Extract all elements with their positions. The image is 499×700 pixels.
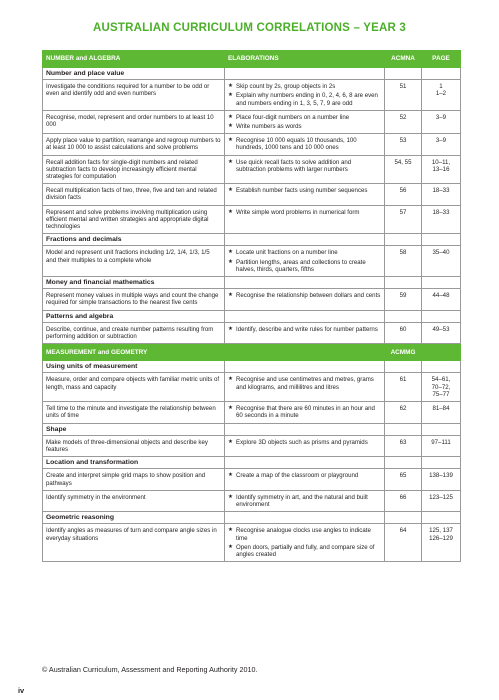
page-reference: 70–72,	[431, 383, 451, 391]
strand-heading: Money and financial mathematics	[43, 277, 225, 289]
table-row	[43, 80, 461, 111]
elaboration-item	[228, 137, 381, 151]
star-bullet-icon: ★	[228, 249, 233, 256]
page-references	[422, 322, 461, 343]
strand-heading: Using units of measurement	[43, 361, 225, 373]
elaboration-item	[228, 405, 381, 419]
elaboration-item	[228, 439, 381, 446]
section-title: MEASUREMENT and GEOMETRY	[43, 344, 225, 361]
table-row	[43, 110, 461, 133]
page-references	[422, 490, 461, 511]
page-reference: 81–84	[432, 405, 450, 413]
page-header: PAGE	[422, 51, 461, 68]
star-bullet-icon: ★	[228, 258, 233, 265]
table-row	[43, 435, 461, 456]
elaborations-cell	[225, 110, 385, 133]
elaboration-item	[228, 544, 381, 558]
strand-heading: Shape	[43, 423, 225, 435]
elaboration-text: Open doors, partially and fully, and compare size of angles created	[236, 543, 375, 558]
strand-heading: Fractions and decimals	[43, 234, 225, 246]
table-row	[43, 524, 461, 562]
elaboration-text: Partition lengths, areas and collections to create halves, thirds, quarters, fifths	[236, 258, 366, 273]
content-description: Tell time to the minute and investigate the relationship between units of time	[43, 402, 225, 423]
empty-cell	[385, 310, 422, 322]
star-bullet-icon: ★	[228, 208, 233, 215]
table-row	[43, 205, 461, 234]
elaboration-item	[228, 123, 381, 130]
page-reference: 54–61,	[431, 376, 451, 384]
elaborations-cell	[225, 435, 385, 456]
empty-cell	[422, 423, 461, 435]
star-bullet-icon: ★	[228, 92, 233, 99]
table-row	[43, 373, 461, 402]
page-references	[422, 373, 461, 402]
table-row	[43, 469, 461, 490]
elaboration-text: Use quick recall facts to solve addition and subtraction problems with larger numbers	[236, 158, 352, 173]
elaborations-cell	[225, 469, 385, 490]
strand-heading-row	[43, 361, 461, 373]
curriculum-code: 63	[385, 435, 422, 456]
table-row	[43, 246, 461, 277]
star-bullet-icon: ★	[228, 325, 233, 332]
code-header: ACMMG	[385, 344, 422, 361]
elaboration-item	[228, 83, 381, 90]
elaboration-text: Recognise analogue clocks use angles to indicate time	[236, 527, 371, 542]
elaboration-item	[228, 159, 381, 173]
star-bullet-icon: ★	[228, 187, 233, 194]
star-bullet-icon: ★	[228, 472, 233, 479]
page-header	[422, 344, 461, 361]
elaboration-item	[228, 249, 381, 256]
section-title: NUMBER and ALGEBRA	[43, 51, 225, 68]
elaborations-cell	[225, 524, 385, 562]
star-bullet-icon: ★	[228, 376, 233, 383]
page-reference: 125, 137	[429, 527, 453, 535]
content-description: Recall addition facts for single-digit numbers and related subtraction facts to develop increasingly efficient mental strategies for computation	[43, 155, 225, 184]
elaboration-text: Write simple word problems in numerical form	[236, 208, 360, 216]
curriculum-code: 62	[385, 402, 422, 423]
elaborations-cell	[225, 322, 385, 343]
strand-heading-row	[43, 68, 461, 80]
page-reference: 44–48	[432, 292, 450, 300]
page-reference: 3–9	[435, 137, 447, 145]
strand-heading: Number and place value	[43, 68, 225, 80]
elaboration-text: Recognise the relationship between dollars and cents	[236, 292, 381, 300]
code-header: ACMNA	[385, 51, 422, 68]
content-description: Identify symmetry in the environment	[43, 490, 225, 511]
empty-cell	[422, 512, 461, 524]
strand-heading-row	[43, 457, 461, 469]
elaboration-text: Explore 3D objects such as prisms and pyramids	[236, 438, 368, 446]
empty-cell	[422, 277, 461, 289]
page-reference: 3–9	[435, 113, 447, 121]
curriculum-code: 58	[385, 246, 422, 277]
elaboration-text: Place four-digit numbers on a number line	[236, 113, 350, 121]
star-bullet-icon: ★	[228, 438, 233, 445]
strand-heading-row	[43, 310, 461, 322]
table-row	[43, 402, 461, 423]
table-row	[43, 155, 461, 184]
page-references	[422, 134, 461, 155]
page-reference: 1–2	[435, 90, 447, 98]
page-references	[422, 435, 461, 456]
empty-cell	[225, 234, 385, 246]
elaboration-item	[228, 209, 381, 216]
elaboration-text: Write numbers as words	[236, 123, 302, 131]
empty-cell	[225, 277, 385, 289]
star-bullet-icon: ★	[228, 113, 233, 120]
elaboration-text: Recognise that there are 60 minutes in an hour and 60 seconds in a minute	[236, 405, 375, 420]
page-reference: 35–40	[432, 249, 450, 257]
elaborations-cell	[225, 155, 385, 184]
curriculum-code: 57	[385, 205, 422, 234]
page-references	[422, 80, 461, 111]
empty-cell	[422, 457, 461, 469]
curriculum-code: 60	[385, 322, 422, 343]
elaboration-item	[228, 259, 381, 273]
star-bullet-icon: ★	[228, 493, 233, 500]
elaboration-item	[228, 187, 381, 194]
empty-cell	[422, 234, 461, 246]
page-reference: 126–129	[429, 534, 453, 542]
elaboration-text: Explain why numbers ending in 0, 2, 4, 6, 8 are even and numbers ending in 1, 3, 5, 7, 9 are odd	[236, 92, 378, 107]
table-row	[43, 289, 461, 310]
page-reference: 123–125	[429, 493, 453, 501]
content-description: Create and interpret simple grid maps to show position and pathways	[43, 469, 225, 490]
strand-heading: Location and transformation	[43, 457, 225, 469]
content-description: Apply place value to partition, rearrange and regroup numbers to at least 10 000 to assist calculations and solve problems	[43, 134, 225, 155]
curriculum-code: 64	[385, 524, 422, 562]
elaboration-item	[228, 376, 381, 390]
content-description: Identify angles as measures of turn and compare angle sizes in everyday situations	[43, 524, 225, 562]
page-references	[422, 184, 461, 205]
empty-cell	[385, 361, 422, 373]
section-header-row	[43, 51, 461, 68]
empty-cell	[385, 423, 422, 435]
content-description: Represent and solve problems involving multiplication using efficient mental and written strategies and appropriate digital technologies	[43, 205, 225, 234]
curriculum-correlation-table	[42, 50, 461, 562]
elaboration-item	[228, 494, 381, 508]
page-reference: 18–33	[432, 187, 450, 195]
curriculum-code: 51	[385, 80, 422, 111]
empty-cell	[385, 457, 422, 469]
elaboration-text: Create a map of the classroom or playground	[236, 472, 359, 480]
curriculum-code: 66	[385, 490, 422, 511]
empty-cell	[385, 234, 422, 246]
page-reference: 1	[439, 83, 443, 91]
copyright-footer: © Australian Curriculum, Assessment and Reporting Authority 2010.	[42, 665, 258, 674]
empty-cell	[225, 512, 385, 524]
table-row	[43, 322, 461, 343]
empty-cell	[422, 310, 461, 322]
elaboration-text: Recognise and use centimetres and metres, grams and kilograms, and millilitres and litres	[236, 376, 374, 391]
curriculum-code: 54, 55	[385, 155, 422, 184]
star-bullet-icon: ★	[228, 405, 233, 412]
curriculum-code: 65	[385, 469, 422, 490]
curriculum-code: 56	[385, 184, 422, 205]
content-description: Recall multiplication facts of two, three, five and ten and related division facts	[43, 184, 225, 205]
page-references	[422, 246, 461, 277]
empty-cell	[225, 68, 385, 80]
page-references	[422, 155, 461, 184]
page-title: AUSTRALIAN CURRICULUM CORRELATIONS – YEAR 3	[93, 22, 406, 34]
page-reference: 49–53	[432, 325, 450, 333]
strand-heading-row	[43, 234, 461, 246]
page-reference: 10–11,	[431, 158, 451, 166]
elaboration-text: Identify symmetry in art, and the natural and built environment	[236, 493, 368, 508]
elaboration-item	[228, 326, 381, 333]
elaborations-cell	[225, 402, 385, 423]
elaborations-cell	[225, 205, 385, 234]
table-row	[43, 490, 461, 511]
curriculum-code: 53	[385, 134, 422, 155]
elaborations-cell	[225, 184, 385, 205]
elaboration-item	[228, 92, 381, 106]
empty-cell	[225, 423, 385, 435]
elaboration-item	[228, 292, 381, 299]
table-row	[43, 184, 461, 205]
strand-heading: Patterns and algebra	[43, 310, 225, 322]
elaboration-text: Identify, describe and write rules for number patterns	[236, 325, 378, 333]
elaboration-item	[228, 472, 381, 479]
content-description: Model and represent unit fractions including 1/2, 1/4, 1/3, 1/5 and their multiples to a complete whole	[43, 246, 225, 277]
elaborations-cell	[225, 373, 385, 402]
page-references	[422, 469, 461, 490]
elaboration-text: Locate unit fractions on a number line	[236, 249, 338, 257]
elaborations-cell	[225, 289, 385, 310]
page-references	[422, 110, 461, 133]
table-row	[43, 134, 461, 155]
content-description: Describe, continue, and create number patterns resulting from performing addition or subtraction	[43, 322, 225, 343]
content-description: Represent money values in multiple ways and count the change required for simple transactions to the nearest five cents	[43, 289, 225, 310]
elaboration-item	[228, 114, 381, 121]
content-description: Measure, order and compare objects with familiar metric units of length, mass and capacity	[43, 373, 225, 402]
elaboration-text: Recognise 10 000 equals 10 thousands, 100 hundreds, 1000 tens and 10 000 ones	[236, 137, 357, 152]
star-bullet-icon: ★	[228, 543, 233, 550]
content-description: Make models of three-dimensional objects and describe key features	[43, 435, 225, 456]
elaboration-text: Establish number facts using number sequences	[236, 187, 368, 195]
star-bullet-icon: ★	[228, 158, 233, 165]
page-reference: 138–139	[429, 472, 453, 480]
empty-cell	[225, 361, 385, 373]
star-bullet-icon: ★	[228, 83, 233, 90]
empty-cell	[422, 68, 461, 80]
elaborations-cell	[225, 246, 385, 277]
curriculum-code: 52	[385, 110, 422, 133]
star-bullet-icon: ★	[228, 123, 233, 130]
page-reference: 97–111	[431, 438, 451, 446]
elaborations-header	[225, 344, 385, 361]
elaborations-cell	[225, 490, 385, 511]
star-bullet-icon: ★	[228, 527, 233, 534]
empty-cell	[385, 277, 422, 289]
empty-cell	[385, 68, 422, 80]
page-reference: 18–33	[432, 208, 450, 216]
content-description: Recognise, model, represent and order numbers to at least 10 000	[43, 110, 225, 133]
page-references	[422, 524, 461, 562]
page-reference: 75–77	[432, 390, 450, 398]
elaboration-item	[228, 527, 381, 541]
strand-heading-row	[43, 277, 461, 289]
page-references	[422, 402, 461, 423]
star-bullet-icon: ★	[228, 137, 233, 144]
star-bullet-icon: ★	[228, 292, 233, 299]
elaborations-cell	[225, 80, 385, 111]
elaborations-cell	[225, 134, 385, 155]
section-header-row	[43, 344, 461, 361]
elaborations-header: ELABORATIONS	[225, 51, 385, 68]
empty-cell	[225, 310, 385, 322]
page-number: iv	[18, 686, 25, 695]
page-references	[422, 205, 461, 234]
empty-cell	[385, 512, 422, 524]
curriculum-code: 61	[385, 373, 422, 402]
page-reference: 13–16	[432, 165, 450, 173]
empty-cell	[225, 457, 385, 469]
content-description: Investigate the conditions required for a number to be odd or even and identify odd and even numbers	[43, 80, 225, 111]
elaboration-text: Skip count by 2s, group objects in 2s	[236, 83, 336, 91]
strand-heading-row	[43, 423, 461, 435]
strand-heading: Geometric reasoning	[43, 512, 225, 524]
empty-cell	[422, 361, 461, 373]
strand-heading-row	[43, 512, 461, 524]
page-references	[422, 289, 461, 310]
curriculum-code: 59	[385, 289, 422, 310]
